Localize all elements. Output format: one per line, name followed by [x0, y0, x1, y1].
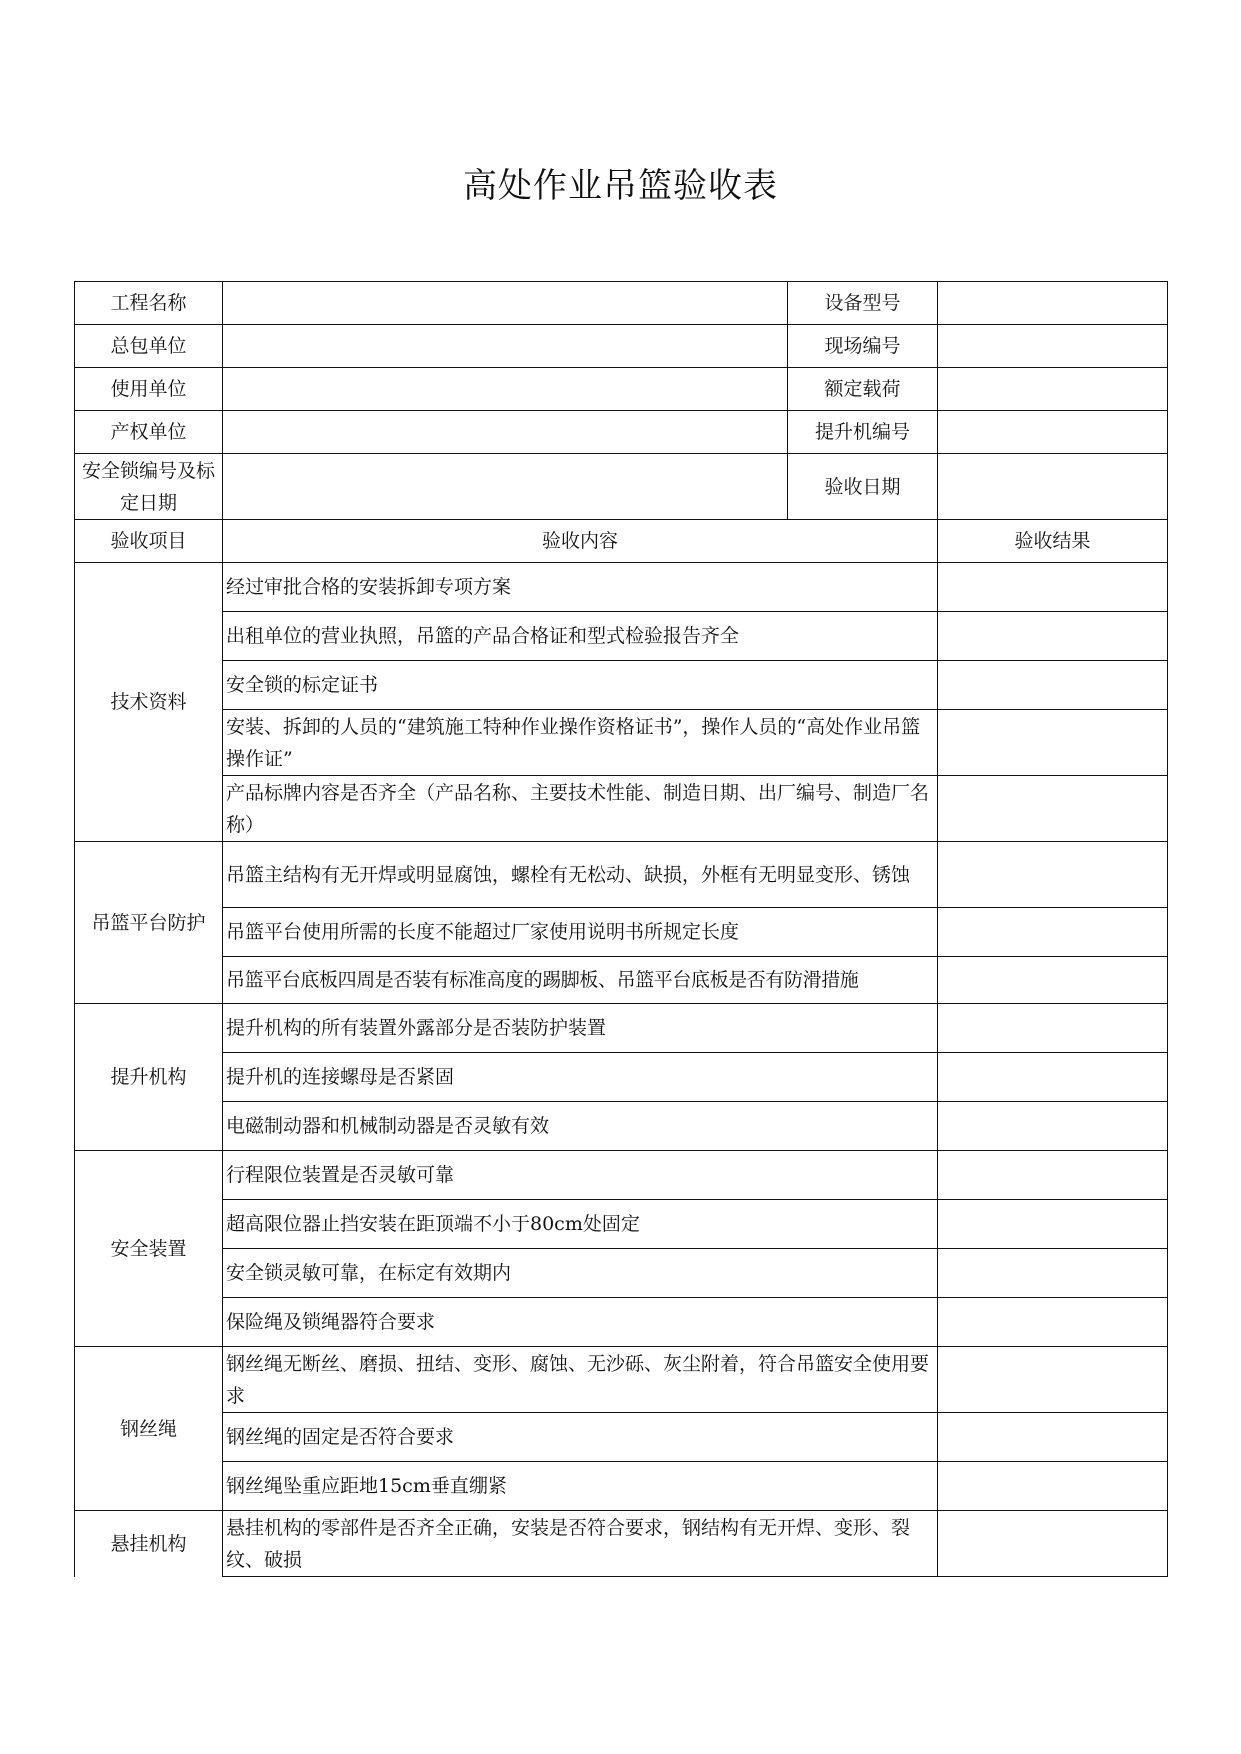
check-item: 保险绳及锁绳器符合要求 — [223, 1298, 938, 1347]
check-item: 安全锁灵敏可靠，在标定有效期内 — [223, 1249, 938, 1298]
table-row — [75, 1298, 1168, 1347]
table-row — [75, 1053, 1168, 1102]
result-cell[interactable] — [938, 1053, 1168, 1102]
check-item: 产品标牌内容是否齐全（产品名称、主要技术性能、制造日期、出厂编号、制造厂名称） — [223, 776, 938, 842]
section-name: 悬挂机构 — [75, 1511, 223, 1577]
table-row — [75, 1462, 1168, 1511]
table-row — [75, 1511, 1168, 1577]
result-cell[interactable] — [938, 1298, 1168, 1347]
info-value-cell[interactable] — [223, 411, 788, 454]
check-item: 吊篮平台底板四周是否装有标准高度的踢脚板、吊篮平台底板是否有防滑措施 — [223, 957, 938, 1004]
info-label: 总包单位 — [75, 325, 223, 368]
info-right-label: 验收日期 — [788, 454, 938, 520]
result-cell[interactable] — [938, 612, 1168, 661]
header-result: 验收结果 — [938, 520, 1168, 563]
check-item: 行程限位装置是否灵敏可靠 — [223, 1151, 938, 1200]
info-right-value-cell[interactable] — [938, 411, 1168, 454]
table-row — [75, 776, 1168, 842]
info-right-label: 设备型号 — [788, 282, 938, 325]
check-item: 钢丝绳无断丝、磨损、扭结、变形、腐蚀、无沙砾、灰尘附着，符合吊篮安全使用要求 — [223, 1347, 938, 1413]
section-name: 安全装置 — [75, 1151, 223, 1347]
result-cell[interactable] — [938, 842, 1168, 908]
page-title: 高处作业吊篮验收表 — [463, 166, 778, 206]
result-cell[interactable] — [938, 661, 1168, 710]
info-label: 工程名称 — [75, 282, 223, 325]
table-row — [75, 842, 1168, 908]
table-row — [75, 1347, 1168, 1413]
info-label: 使用单位 — [75, 368, 223, 411]
check-item: 悬挂机构的零部件是否齐全正确，安装是否符合要求，钢结构有无开焊、变形、裂纹、破损 — [223, 1511, 938, 1577]
section-name: 提升机构 — [75, 1004, 223, 1151]
section-name: 技术资料 — [75, 563, 223, 842]
table-row — [75, 1249, 1168, 1298]
result-cell[interactable] — [938, 1151, 1168, 1200]
section-name: 吊篮平台防护 — [75, 842, 223, 1004]
result-cell[interactable] — [938, 1004, 1168, 1053]
result-cell[interactable] — [938, 1462, 1168, 1511]
table-row — [75, 1102, 1168, 1151]
info-right-label: 提升机编号 — [788, 411, 938, 454]
table-row — [75, 1413, 1168, 1462]
table-row — [75, 563, 1168, 612]
header-content: 验收内容 — [223, 520, 938, 563]
info-label: 产权单位 — [75, 411, 223, 454]
result-cell[interactable] — [938, 908, 1168, 957]
table-row — [75, 1004, 1168, 1053]
info-label: 安全锁编号及标定日期 — [75, 454, 223, 520]
table-row — [75, 1151, 1168, 1200]
acceptance-table — [74, 281, 1168, 1577]
info-row-project-name — [75, 282, 1168, 325]
table-row — [75, 957, 1168, 1004]
info-row-owner-unit — [75, 411, 1168, 454]
result-cell[interactable] — [938, 1200, 1168, 1249]
check-item: 钢丝绳的固定是否符合要求 — [223, 1413, 938, 1462]
check-item: 吊篮平台使用所需的长度不能超过厂家使用说明书所规定长度 — [223, 908, 938, 957]
table-row — [75, 710, 1168, 776]
info-row-general-contractor — [75, 325, 1168, 368]
section-name: 钢丝绳 — [75, 1347, 223, 1511]
info-value-cell[interactable] — [223, 325, 788, 368]
info-value-cell[interactable] — [223, 282, 788, 325]
info-right-value-cell[interactable] — [938, 368, 1168, 411]
info-row-safety-lock — [75, 454, 1168, 520]
check-item: 安全锁的标定证书 — [223, 661, 938, 710]
check-item: 安装、拆卸的人员的“建筑施工特种作业操作资格证书”，操作人员的“高处作业吊篮操作证” — [223, 710, 938, 776]
info-right-label: 额定载荷 — [788, 368, 938, 411]
table-row — [75, 661, 1168, 710]
result-cell[interactable] — [938, 1249, 1168, 1298]
info-value-cell[interactable] — [223, 368, 788, 411]
result-cell[interactable] — [938, 563, 1168, 612]
check-item: 提升机构的所有装置外露部分是否装防护装置 — [223, 1004, 938, 1053]
result-cell[interactable] — [938, 776, 1168, 842]
check-item: 电磁制动器和机械制动器是否灵敏有效 — [223, 1102, 938, 1151]
table-row — [75, 908, 1168, 957]
check-item: 出租单位的营业执照，吊篮的产品合格证和型式检验报告齐全 — [223, 612, 938, 661]
info-right-value-cell[interactable] — [938, 282, 1168, 325]
info-right-value-cell[interactable] — [938, 325, 1168, 368]
info-row-user-unit — [75, 368, 1168, 411]
result-cell[interactable] — [938, 957, 1168, 1004]
check-item: 经过审批合格的安装拆卸专项方案 — [223, 563, 938, 612]
result-cell[interactable] — [938, 710, 1168, 776]
info-right-value-cell[interactable] — [938, 454, 1168, 520]
info-value-cell[interactable] — [223, 454, 788, 520]
check-item: 钢丝绳坠重应距地15cm垂直绷紧 — [223, 1462, 938, 1511]
table-row — [75, 612, 1168, 661]
result-cell[interactable] — [938, 1102, 1168, 1151]
table-row — [75, 1200, 1168, 1249]
info-right-label: 现场编号 — [788, 325, 938, 368]
check-item: 超高限位器止挡安装在距顶端不小于80cm处固定 — [223, 1200, 938, 1249]
result-cell[interactable] — [938, 1511, 1168, 1577]
header-item: 验收项目 — [75, 520, 223, 563]
table-header-row — [75, 520, 1168, 563]
check-item: 吊篮主结构有无开焊或明显腐蚀，螺栓有无松动、缺损，外框有无明显变形、锈蚀 — [223, 842, 938, 908]
result-cell[interactable] — [938, 1347, 1168, 1413]
result-cell[interactable] — [938, 1413, 1168, 1462]
check-item: 提升机的连接螺母是否紧固 — [223, 1053, 938, 1102]
